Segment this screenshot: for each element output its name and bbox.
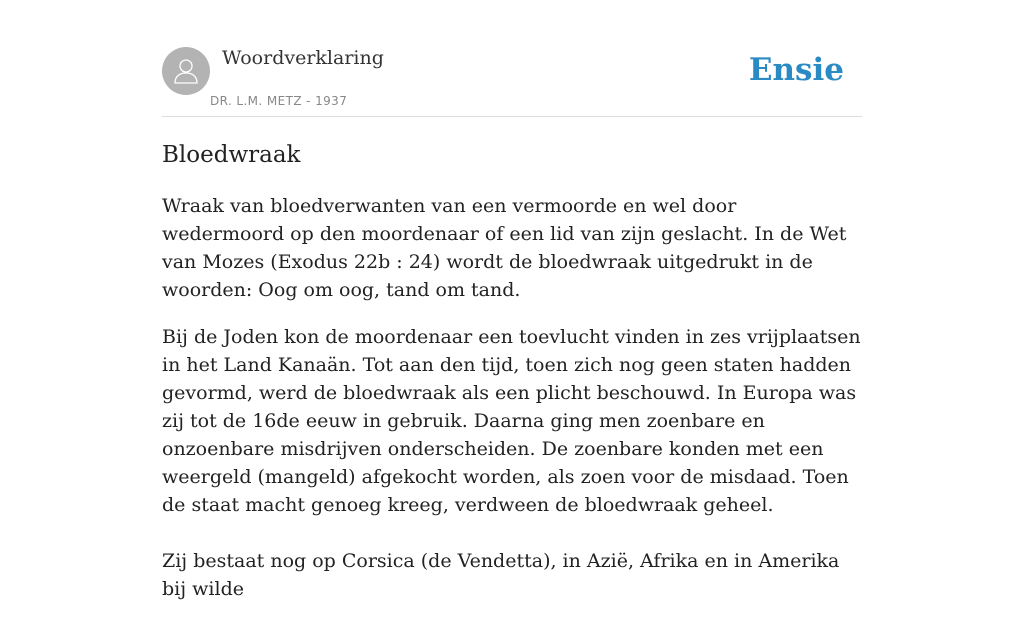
user-icon xyxy=(171,56,201,86)
source-header xyxy=(162,0,862,117)
source-meta: DR. L.M. METZ - 1937 xyxy=(210,94,348,108)
page-container xyxy=(162,0,862,600)
paragraph: Bij de Joden kon de moordenaar een toevlucht vinden in zes vrijplaatsen in het Land Kanaän. Tot aan den tijd, toen zich nog geen staten hadden gevormd, werd de bloedwraak als een plicht beschouwd. In Europa was zij tot de 16de eeuw in gebruik. Daarna ging men zoenbare en onzoenbare misdrijven onderscheiden. De zoenbare konden met een weergeld (mangeld) afgekocht worden, als zoen voor de misdaad. Toen de staat macht genoeg kreeg, verdween de bloedwraak geheel. xyxy=(162,326,861,516)
ensie-logo[interactable]: Ensie xyxy=(748,52,844,88)
source-avatar[interactable] xyxy=(162,47,210,95)
paragraph: Wraak van bloedverwanten van een vermoorde en wel door wedermoord op den moordenaar of een lid van zijn geslacht. In de Wet van Mozes (Exodus 22b : 24) wordt de bloedwraak uitgedrukt in de woorden: Oog om oog, tand om tand. xyxy=(162,195,847,301)
paragraph: Zij bestaat nog op Corsica (de Vendetta), in Azië, Afrika en in Amerika bij wilde xyxy=(162,550,840,600)
entry-title: Bloedwraak xyxy=(162,142,301,168)
source-title[interactable]: Woordverklaring xyxy=(222,47,384,69)
entry-body xyxy=(162,192,862,622)
